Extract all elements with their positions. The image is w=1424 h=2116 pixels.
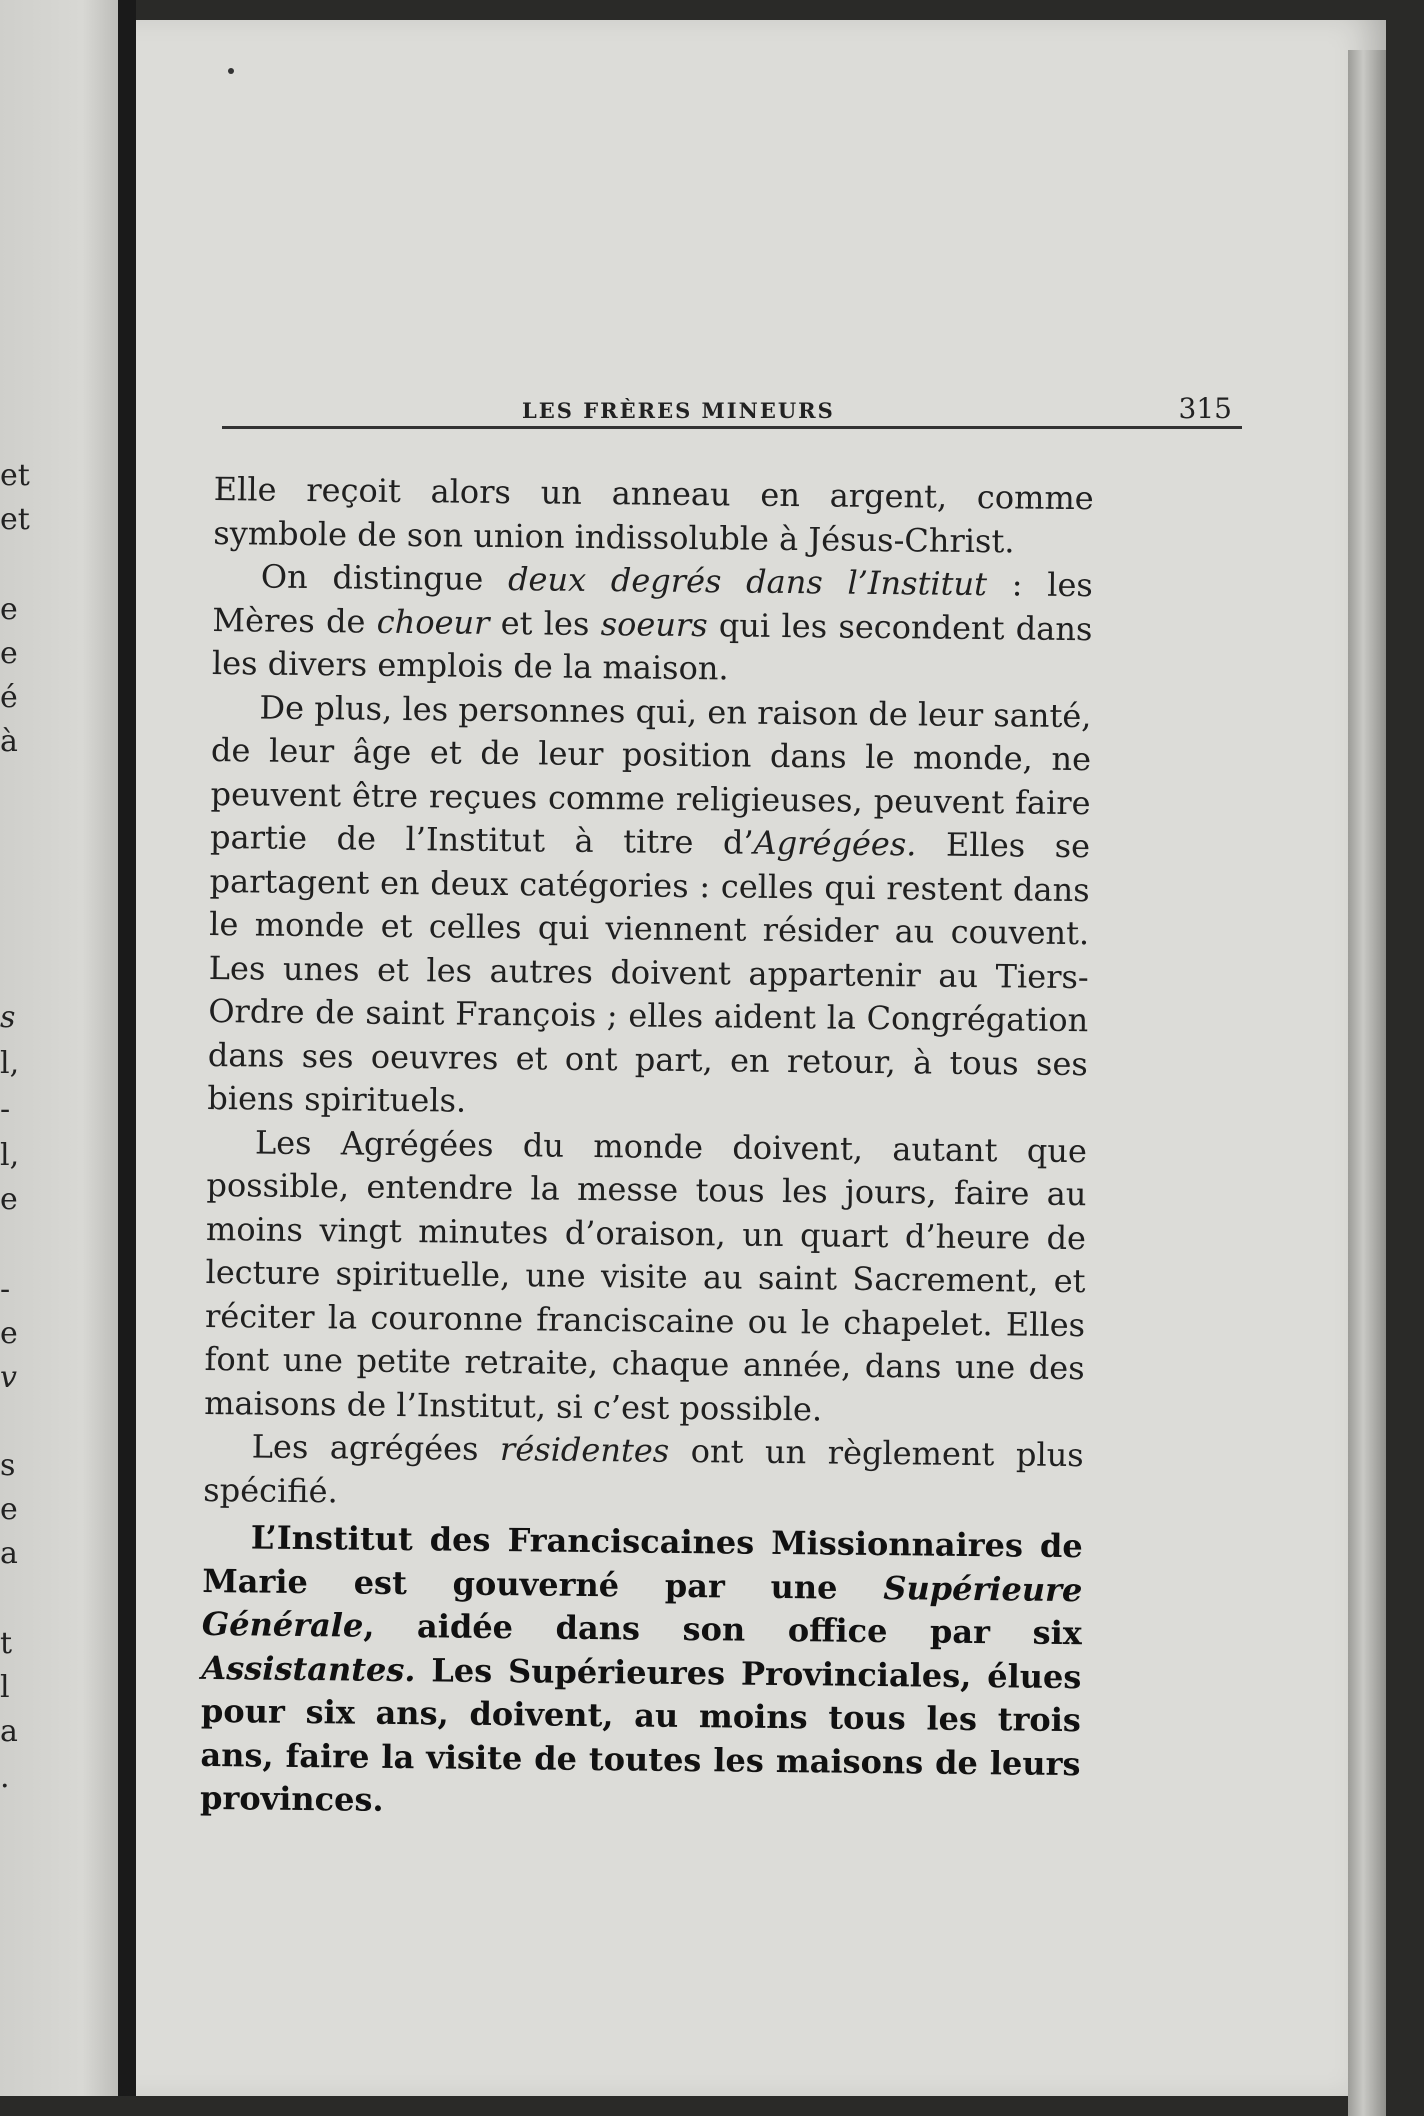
text-segment: L’Institut des Franciscaines Missionnaires de Marie est gouverné par une xyxy=(202,1518,1083,1607)
margin-fragment: à xyxy=(0,724,18,759)
margin-fragment: s xyxy=(0,1448,16,1483)
margin-fragment: é xyxy=(0,680,18,715)
margin-fragment: s xyxy=(0,1000,16,1035)
text-segment: Elles se partagent en deux catégories : celles qui restent dans le monde et celles qui viennent résider au couvent. Les unes et les autres doivent appartenir au Tiers-Ordre de saint François ; elles aident la Congrégation dans ses oeuvres et ont part, en retour, à tous ses biens spirituels. xyxy=(207,825,1091,1120)
italic-text-segment: deux degrés dans l’Institut xyxy=(507,560,988,604)
margin-fragment: l, xyxy=(0,1046,20,1081)
italic-text-segment: choeur xyxy=(376,602,490,642)
text-segment: Elle reçoit alors un anneau en argent, comme symbole de son union indissoluble à Jésus-Christ. xyxy=(213,469,1094,560)
margin-fragment: a xyxy=(0,1714,18,1749)
margin-fragment: . xyxy=(0,1760,10,1795)
margin-fragment: e xyxy=(0,1182,18,1217)
page-edge-shadow xyxy=(1348,50,1386,2116)
text-segment: Les Agrégées du monde doivent, autant que possible, entendre la messe tous les jours, faire au moins vingt minutes d’oraison, un quart d’heure de lecture spirituelle, une visite au saint Sacrement, et réciter la couronne franciscaine ou le chapelet. Elles font une petite retraite, chaque année, dans une des maisons de l’Institut, si c’est possible. xyxy=(204,1122,1088,1428)
book-page xyxy=(136,20,1386,2096)
text-segment: ont un règlement plus spécifié. xyxy=(203,1431,1084,1510)
margin-fragment: et xyxy=(0,502,30,537)
margin-fragment: e xyxy=(0,1492,18,1527)
text-segment: et les xyxy=(489,603,601,643)
paragraph xyxy=(207,685,1092,1129)
italic-text-segment: résidentes xyxy=(499,1430,670,1470)
paragraph xyxy=(203,1425,1084,1521)
margin-fragment: a xyxy=(0,1536,18,1571)
paragraph xyxy=(212,555,1093,695)
margin-fragment: t xyxy=(0,1626,13,1661)
italic-text-segment: Agrégées. xyxy=(753,823,917,864)
facing-page-edge xyxy=(0,0,118,2096)
page-number: 315 xyxy=(1178,392,1232,425)
margin-fragment: e xyxy=(0,1316,18,1351)
paragraph xyxy=(200,1516,1083,1830)
running-title: LES FRÈRES MINEURS xyxy=(522,398,835,423)
text-segment: Les Supérieures Provinciales, élues pour six ans, doivent, au moins tous les trois ans, faire la visite de toutes les maisons de leurs provinces. xyxy=(199,1650,1082,1819)
text-segment: Les agrégées xyxy=(251,1427,501,1469)
margin-fragment: l xyxy=(0,1670,10,1705)
margin-fragment: - xyxy=(0,1092,11,1127)
margin-fragment: e xyxy=(0,636,18,671)
running-header xyxy=(222,378,1242,429)
speck xyxy=(228,68,234,74)
margin-fragment: et xyxy=(0,458,30,493)
paragraph xyxy=(204,1120,1087,1434)
margin-fragment: e xyxy=(0,592,18,627)
italic-text-segment: Supérieure Générale xyxy=(201,1568,1083,1645)
text-segment: , aidée dans son office par six xyxy=(363,1606,1083,1653)
text-segment: qui les secondent dans les divers emplois de la maison. xyxy=(211,605,1093,688)
margin-fragment: - xyxy=(0,1272,11,1307)
body-text xyxy=(200,468,1094,1830)
text-segment: On distingue xyxy=(260,557,509,599)
margin-fragment: l, xyxy=(0,1138,20,1173)
paragraph xyxy=(213,468,1094,564)
book-gutter xyxy=(118,0,136,2096)
text-segment: De plus, les personnes qui, en raison de leur santé, de leur âge et de leur position dans le monde, ne peuvent être reçues comme religieuses, peuvent faire partie de l’Institut à titre d’ xyxy=(209,687,1092,862)
italic-text-segment: soeurs xyxy=(600,604,708,644)
margin-fragment: v xyxy=(0,1360,17,1395)
italic-text-segment: Assistantes. xyxy=(201,1648,416,1689)
text-segment: : les Mères de xyxy=(212,565,1094,641)
